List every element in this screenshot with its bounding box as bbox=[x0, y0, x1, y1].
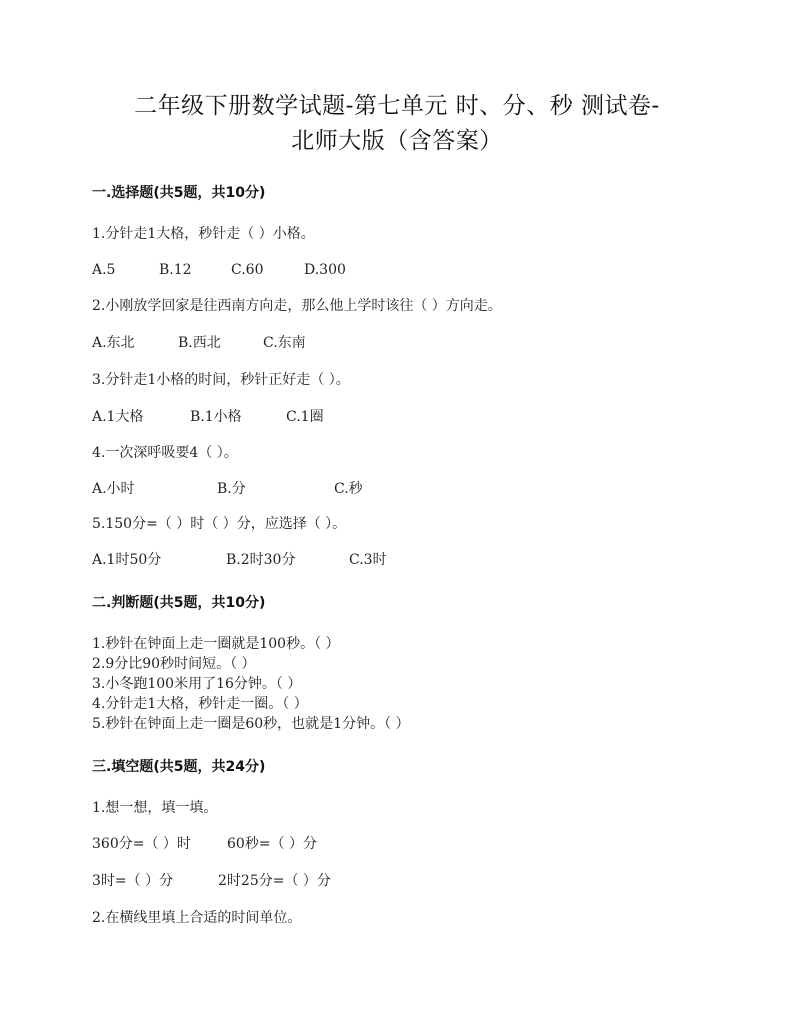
option-b: B.12 bbox=[159, 262, 192, 278]
section-heading-choice: 一.选择题(共5题，共10分) bbox=[92, 185, 266, 201]
fill-blank-item: 3时=（ ）分 bbox=[92, 873, 174, 889]
question-stem: 4.一次深呼吸要4（ ）。 bbox=[92, 445, 238, 461]
option-c: C.1圈 bbox=[286, 409, 324, 425]
document-title-line-1: 二年级下册数学试题-第七单元 时、分、秒 测试卷- bbox=[134, 93, 660, 119]
fill-blank-item: 2时25分=（ ）分 bbox=[218, 873, 331, 889]
option-b: B.分 bbox=[217, 481, 246, 497]
option-c: C.60 bbox=[231, 262, 264, 278]
question-stem: 3.分针走1小格的时间，秒针正好走（ ）。 bbox=[92, 372, 350, 388]
option-d: D.300 bbox=[304, 262, 346, 278]
option-c: C.秒 bbox=[334, 481, 363, 497]
question-stem: 2.在横线里填上合适的时间单位。 bbox=[92, 910, 302, 926]
option-b: B.2时30分 bbox=[226, 552, 296, 568]
document-title-line-2: 北师大版（含答案） bbox=[291, 128, 503, 154]
option-c: C.3时 bbox=[349, 552, 387, 568]
option-b: B.1小格 bbox=[190, 409, 242, 425]
judgment-item: 5.秒针在钟面上走一圈是60秒，也就是1分钟。（ ） bbox=[92, 716, 410, 732]
option-c: C.东南 bbox=[263, 335, 306, 351]
option-a: A.1时50分 bbox=[92, 552, 162, 568]
judgment-item: 4.分针走1大格，秒针走一圈。（ ） bbox=[92, 696, 308, 712]
judgment-item: 3.小冬跑100米用了16分钟。（ ） bbox=[92, 676, 302, 692]
option-a: A.5 bbox=[92, 262, 116, 278]
question-stem: 2.小刚放学回家是往西南方向走，那么他上学时该往（ ）方向走。 bbox=[92, 298, 502, 314]
option-a: A.小时 bbox=[92, 481, 135, 497]
option-a: A.1大格 bbox=[92, 409, 144, 425]
question-stem: 1.分针走1大格，秒针走（ ）小格。 bbox=[92, 226, 315, 242]
question-stem: 1.想一想，填一填。 bbox=[92, 800, 218, 816]
option-a: A.东北 bbox=[92, 335, 135, 351]
fill-blank-item: 60秒=（ ）分 bbox=[227, 836, 317, 852]
section-heading-fill-blank: 三.填空题(共5题，共24分) bbox=[92, 759, 266, 775]
option-b: B.西北 bbox=[178, 335, 221, 351]
section-heading-true-false: 二.判断题(共5题，共10分) bbox=[92, 595, 266, 611]
question-stem: 5.150分=（ ）时（ ）分，应选择（ ）。 bbox=[92, 516, 347, 532]
fill-blank-item: 360分=（ ）时 bbox=[92, 836, 191, 852]
judgment-item: 1.秒针在钟面上走一圈就是100秒。（ ） bbox=[92, 636, 340, 652]
judgment-item: 2.9分比90秒时间短。（ ） bbox=[92, 656, 256, 672]
